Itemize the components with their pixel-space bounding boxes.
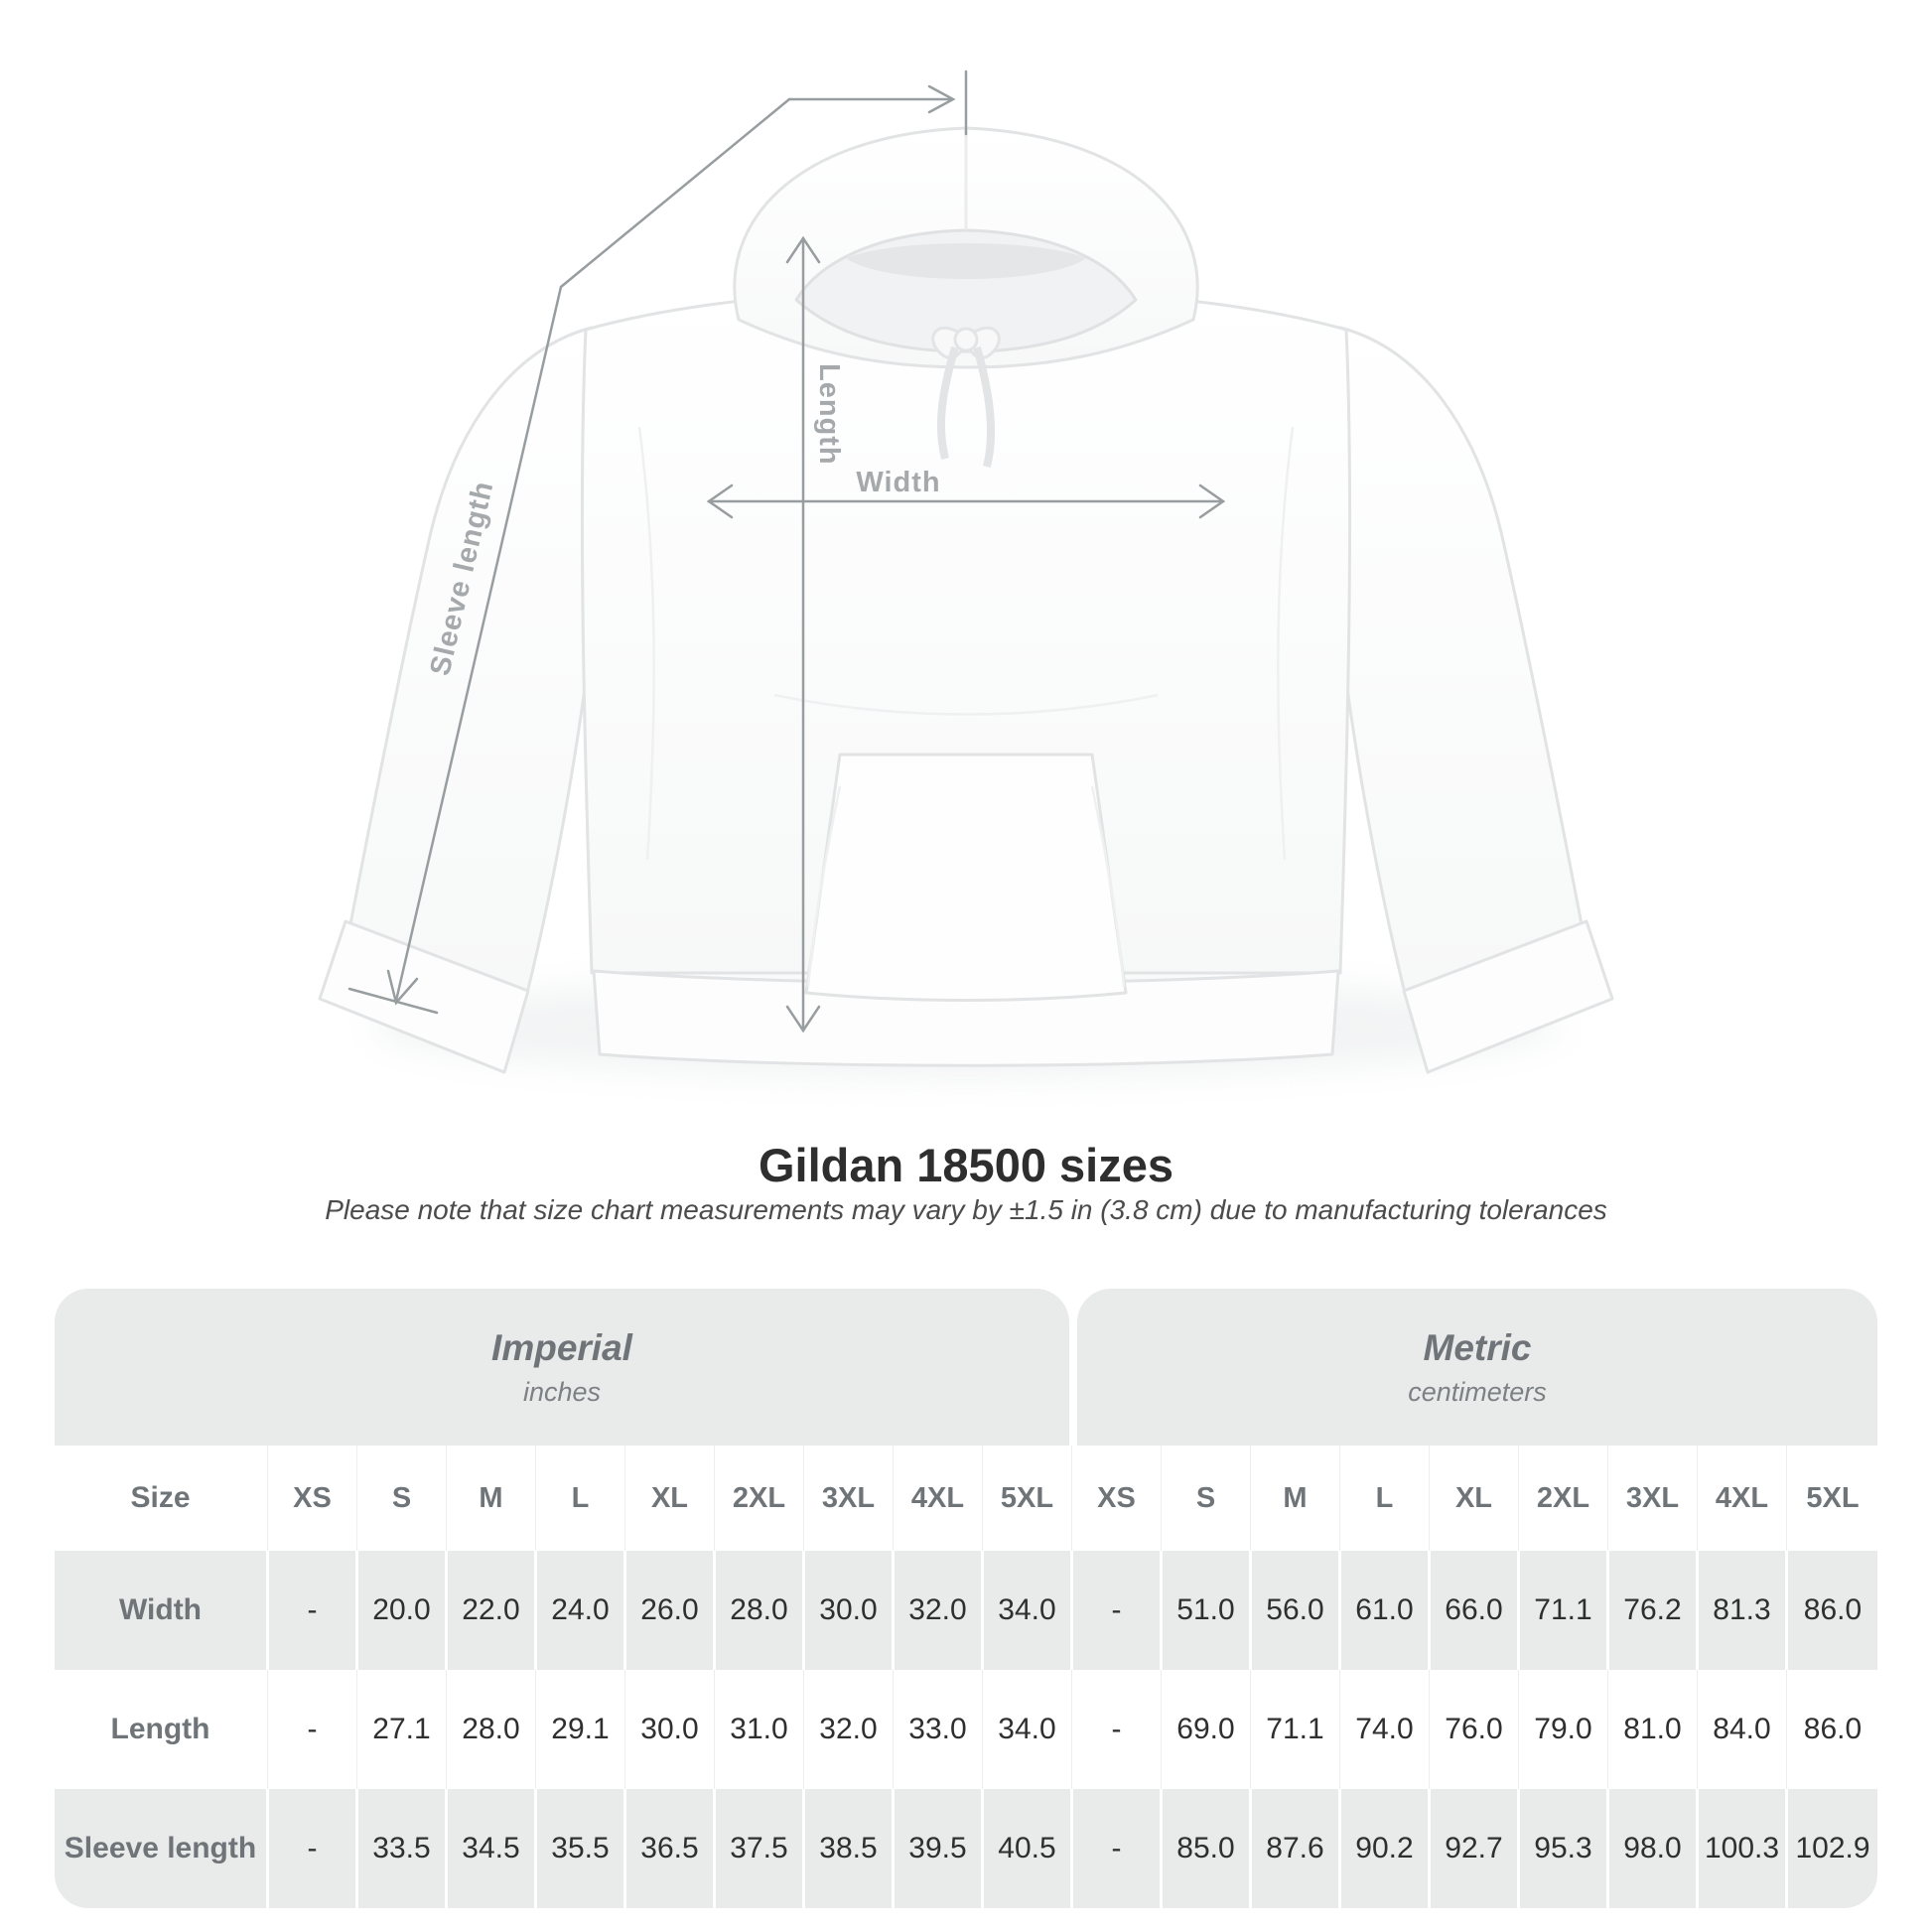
value-cell: 34.0 [984, 1670, 1073, 1789]
value-cell: 84.0 [1699, 1670, 1788, 1789]
value-cell: 24.0 [537, 1551, 626, 1670]
value-cell: 95.3 [1520, 1789, 1609, 1908]
value-cell: 32.0 [895, 1551, 984, 1670]
value-cell: 71.1 [1252, 1670, 1341, 1789]
value-cell: 98.0 [1609, 1789, 1699, 1908]
value-cell: 87.6 [1252, 1789, 1341, 1908]
value-cell: 74.0 [1341, 1670, 1431, 1789]
value-cell: 86.0 [1788, 1551, 1877, 1670]
imperial-header-label: Imperial [491, 1326, 632, 1368]
value-cell: 34.5 [448, 1789, 537, 1908]
value-cell: 33.5 [358, 1789, 448, 1908]
value-cell: - [269, 1551, 358, 1670]
size-header-imperial-s: S [358, 1446, 448, 1551]
metric-header-label: Metric [1423, 1326, 1532, 1368]
value-cell: 22.0 [448, 1551, 537, 1670]
size-header-metric-m: M [1252, 1446, 1341, 1551]
metric-header-block [1077, 1289, 1877, 1446]
size-column-header: Size [55, 1446, 269, 1551]
size-header-imperial-5xl: 5XL [984, 1446, 1073, 1551]
width-measure-label: Width [856, 467, 941, 498]
length-measure-label: Length [813, 363, 845, 466]
value-cell: 81.3 [1699, 1551, 1788, 1670]
value-cell: 31.0 [716, 1670, 805, 1789]
size-header-imperial-4xl: 4XL [895, 1446, 984, 1551]
size-header-imperial-m: M [448, 1446, 537, 1551]
value-cell: 34.0 [984, 1551, 1073, 1670]
value-cell: 39.5 [895, 1789, 984, 1908]
size-header-metric-s: S [1163, 1446, 1252, 1551]
size-header-metric-2xl: 2XL [1520, 1446, 1609, 1551]
value-cell: 56.0 [1252, 1551, 1341, 1670]
page-title: Gildan 18500 sizes [758, 1139, 1174, 1191]
value-cell: 26.0 [626, 1551, 716, 1670]
value-cell: 100.3 [1699, 1789, 1788, 1908]
imperial-header-block [55, 1289, 1069, 1446]
size-header-metric-xl: XL [1431, 1446, 1520, 1551]
size-header-metric-xs: XS [1073, 1446, 1163, 1551]
value-cell: 76.2 [1609, 1551, 1699, 1670]
value-cell: 37.5 [716, 1789, 805, 1908]
hoodie-garment [320, 128, 1612, 1072]
value-cell: 30.0 [626, 1670, 716, 1789]
value-cell: 27.1 [358, 1670, 448, 1789]
value-cell: 92.7 [1431, 1789, 1520, 1908]
value-cell: 40.5 [984, 1789, 1073, 1908]
value-cell: 28.0 [716, 1551, 805, 1670]
value-cell: 35.5 [537, 1789, 626, 1908]
value-cell: 28.0 [448, 1670, 537, 1789]
value-cell: - [269, 1670, 358, 1789]
value-cell: 66.0 [1431, 1551, 1520, 1670]
size-header-imperial-3xl: 3XL [805, 1446, 895, 1551]
value-cell: 71.1 [1520, 1551, 1609, 1670]
value-cell: 29.1 [537, 1670, 626, 1789]
size-header-metric-l: L [1341, 1446, 1431, 1551]
tolerance-note: Please note that size chart measurements may vary by ±1.5 in (3.8 cm) due to manufacturing tolerances [325, 1194, 1607, 1225]
sleeve-length-measure-label: Sleeve length [424, 478, 500, 679]
size-header-metric-3xl: 3XL [1609, 1446, 1699, 1551]
row-label-width: Width [55, 1551, 269, 1670]
size-header-metric-5xl: 5XL [1788, 1446, 1877, 1551]
size-chart-table [55, 1289, 1877, 1908]
value-cell: - [1073, 1789, 1163, 1908]
value-cell: 81.0 [1609, 1670, 1699, 1789]
value-cell: 76.0 [1431, 1670, 1520, 1789]
value-cell: - [269, 1789, 358, 1908]
size-header-metric-4xl: 4XL [1699, 1446, 1788, 1551]
value-cell: 90.2 [1341, 1789, 1431, 1908]
value-cell: 85.0 [1163, 1789, 1252, 1908]
value-cell: 69.0 [1163, 1670, 1252, 1789]
value-cell: 38.5 [805, 1789, 895, 1908]
size-header-imperial-xl: XL [626, 1446, 716, 1551]
size-table-grid [55, 1446, 1877, 1908]
value-cell: 102.9 [1788, 1789, 1877, 1908]
value-cell: 33.0 [895, 1670, 984, 1789]
value-cell: 51.0 [1163, 1551, 1252, 1670]
size-header-imperial-xs: XS [269, 1446, 358, 1551]
value-cell: 36.5 [626, 1789, 716, 1908]
kangaroo-pocket [806, 755, 1126, 1001]
value-cell: 30.0 [805, 1551, 895, 1670]
value-cell: 20.0 [358, 1551, 448, 1670]
right-sleeve [1334, 328, 1583, 997]
unit-header-band [55, 1289, 1877, 1446]
metric-unit-label: centimeters [1408, 1376, 1547, 1407]
value-cell: 32.0 [805, 1670, 895, 1789]
value-cell: 61.0 [1341, 1551, 1431, 1670]
imperial-unit-label: inches [522, 1376, 602, 1407]
size-header-imperial-2xl: 2XL [716, 1446, 805, 1551]
row-label-length: Length [55, 1670, 269, 1789]
value-cell: - [1073, 1670, 1163, 1789]
value-cell: - [1073, 1551, 1163, 1670]
row-label-sleeve-length: Sleeve length [55, 1789, 269, 1908]
value-cell: 86.0 [1788, 1670, 1877, 1789]
size-header-imperial-l: L [537, 1446, 626, 1551]
value-cell: 79.0 [1520, 1670, 1609, 1789]
